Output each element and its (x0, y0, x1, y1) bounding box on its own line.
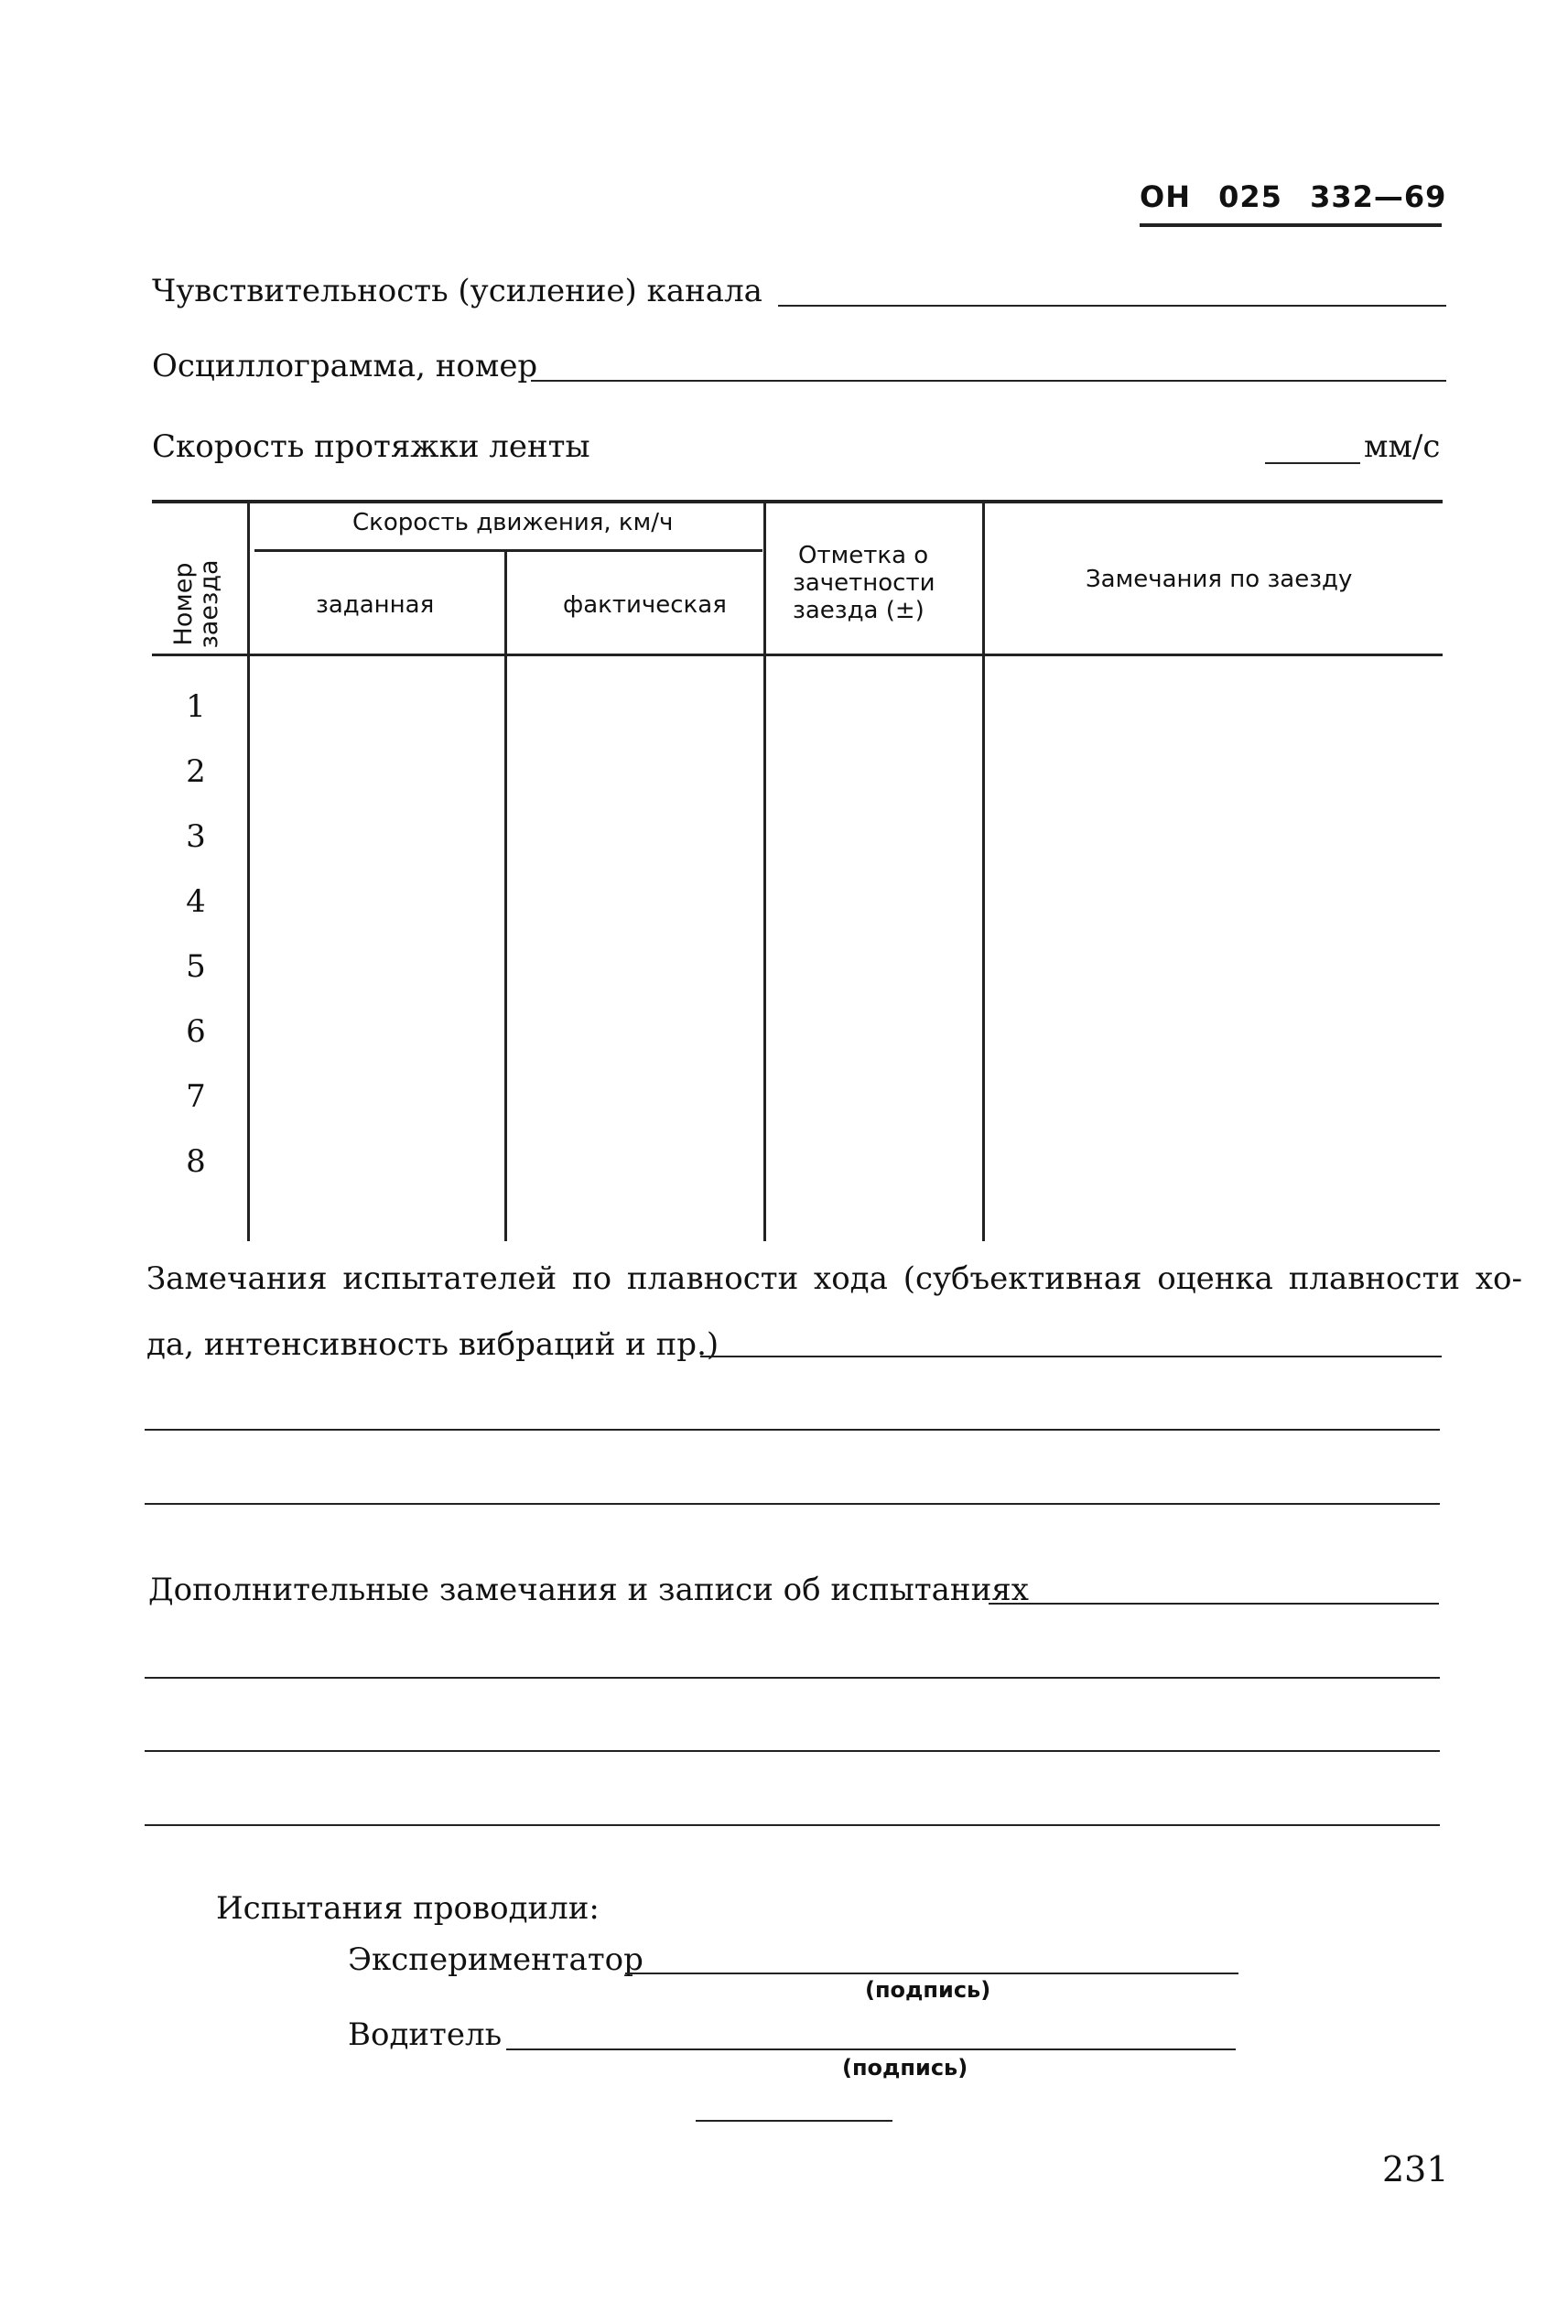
experimenter-label: Экспериментатор (348, 1941, 643, 1978)
experimenter-signature-field[interactable] (625, 1973, 1238, 1974)
signatures-heading: Испытания проводили: (216, 1890, 600, 1927)
page-number: 231 (1382, 2149, 1449, 2189)
run-number-4: 4 (186, 883, 206, 920)
testers-remarks-field-2[interactable] (145, 1429, 1440, 1431)
testers-remarks-label-line-1: Замечания испытателей по плавности хода (субъективная оценка плавности хо- (146, 1260, 1522, 1297)
tape-speed-unit: мм/с (1364, 428, 1441, 465)
credit-mark-header-line-2: зачетности (793, 569, 935, 597)
speed-group-rule (254, 549, 762, 552)
actual-speed-header: фактическая (563, 591, 727, 619)
document-code-underline (1140, 223, 1442, 227)
driver-signature-caption: (подпись) (842, 2055, 968, 2081)
additional-remarks-label: Дополнительные замечания и записи об испытаниях (148, 1572, 1029, 1608)
run-number-8: 8 (186, 1143, 206, 1180)
additional-remarks-field-2[interactable] (145, 1677, 1440, 1679)
end-separator (696, 2120, 892, 2122)
table-divider-2 (504, 551, 507, 1241)
testers-remarks-field-1[interactable] (700, 1356, 1442, 1357)
tape-speed-label: Скорость протяжки ленты (152, 428, 590, 465)
driver-signature-field[interactable] (506, 2048, 1236, 2050)
table-divider-1 (247, 503, 250, 1241)
credit-mark-header-line-1: Отметка о (798, 542, 929, 569)
table-divider-4 (982, 503, 985, 1241)
credit-mark-header (793, 544, 935, 622)
tape-speed-field[interactable] (1265, 462, 1360, 464)
table-divider-3 (763, 503, 766, 1241)
remarks-header: Замечания по заезду (1086, 566, 1353, 593)
additional-remarks-field-4[interactable] (145, 1824, 1440, 1826)
run-number-3: 3 (186, 818, 206, 855)
oscillogram-label: Осциллограмма, номер (152, 348, 538, 384)
set-speed-header: заданная (316, 591, 435, 619)
run-number-2: 2 (186, 753, 206, 790)
sensitivity-field[interactable] (778, 305, 1446, 307)
run-number-header: Номер заезда (169, 559, 223, 649)
run-number-6: 6 (186, 1013, 206, 1050)
testers-remarks-label-line-2: да, интенсивность вибраций и пр.) (146, 1326, 719, 1363)
driver-label: Водитель (348, 2016, 503, 2053)
run-number-5: 5 (186, 948, 206, 985)
additional-remarks-field-3[interactable] (145, 1750, 1440, 1752)
run-number-7: 7 (186, 1078, 206, 1115)
sensitivity-label: Чувствительность (усиление) канала (152, 273, 762, 309)
experimenter-signature-caption: (подпись) (865, 1977, 991, 2003)
speed-group-header: Скорость движения, км/ч (352, 509, 674, 536)
testers-remarks-field-3[interactable] (145, 1503, 1440, 1505)
table-header-bottom-rule (152, 654, 1443, 656)
additional-remarks-field-1[interactable] (989, 1603, 1439, 1605)
credit-mark-header-line-3: заезда (±) (793, 597, 925, 624)
oscillogram-field[interactable] (531, 380, 1446, 382)
document-code: ОН 025 332—69 (1140, 179, 1447, 214)
table-top-rule (152, 500, 1443, 503)
run-number-1: 1 (186, 688, 206, 725)
